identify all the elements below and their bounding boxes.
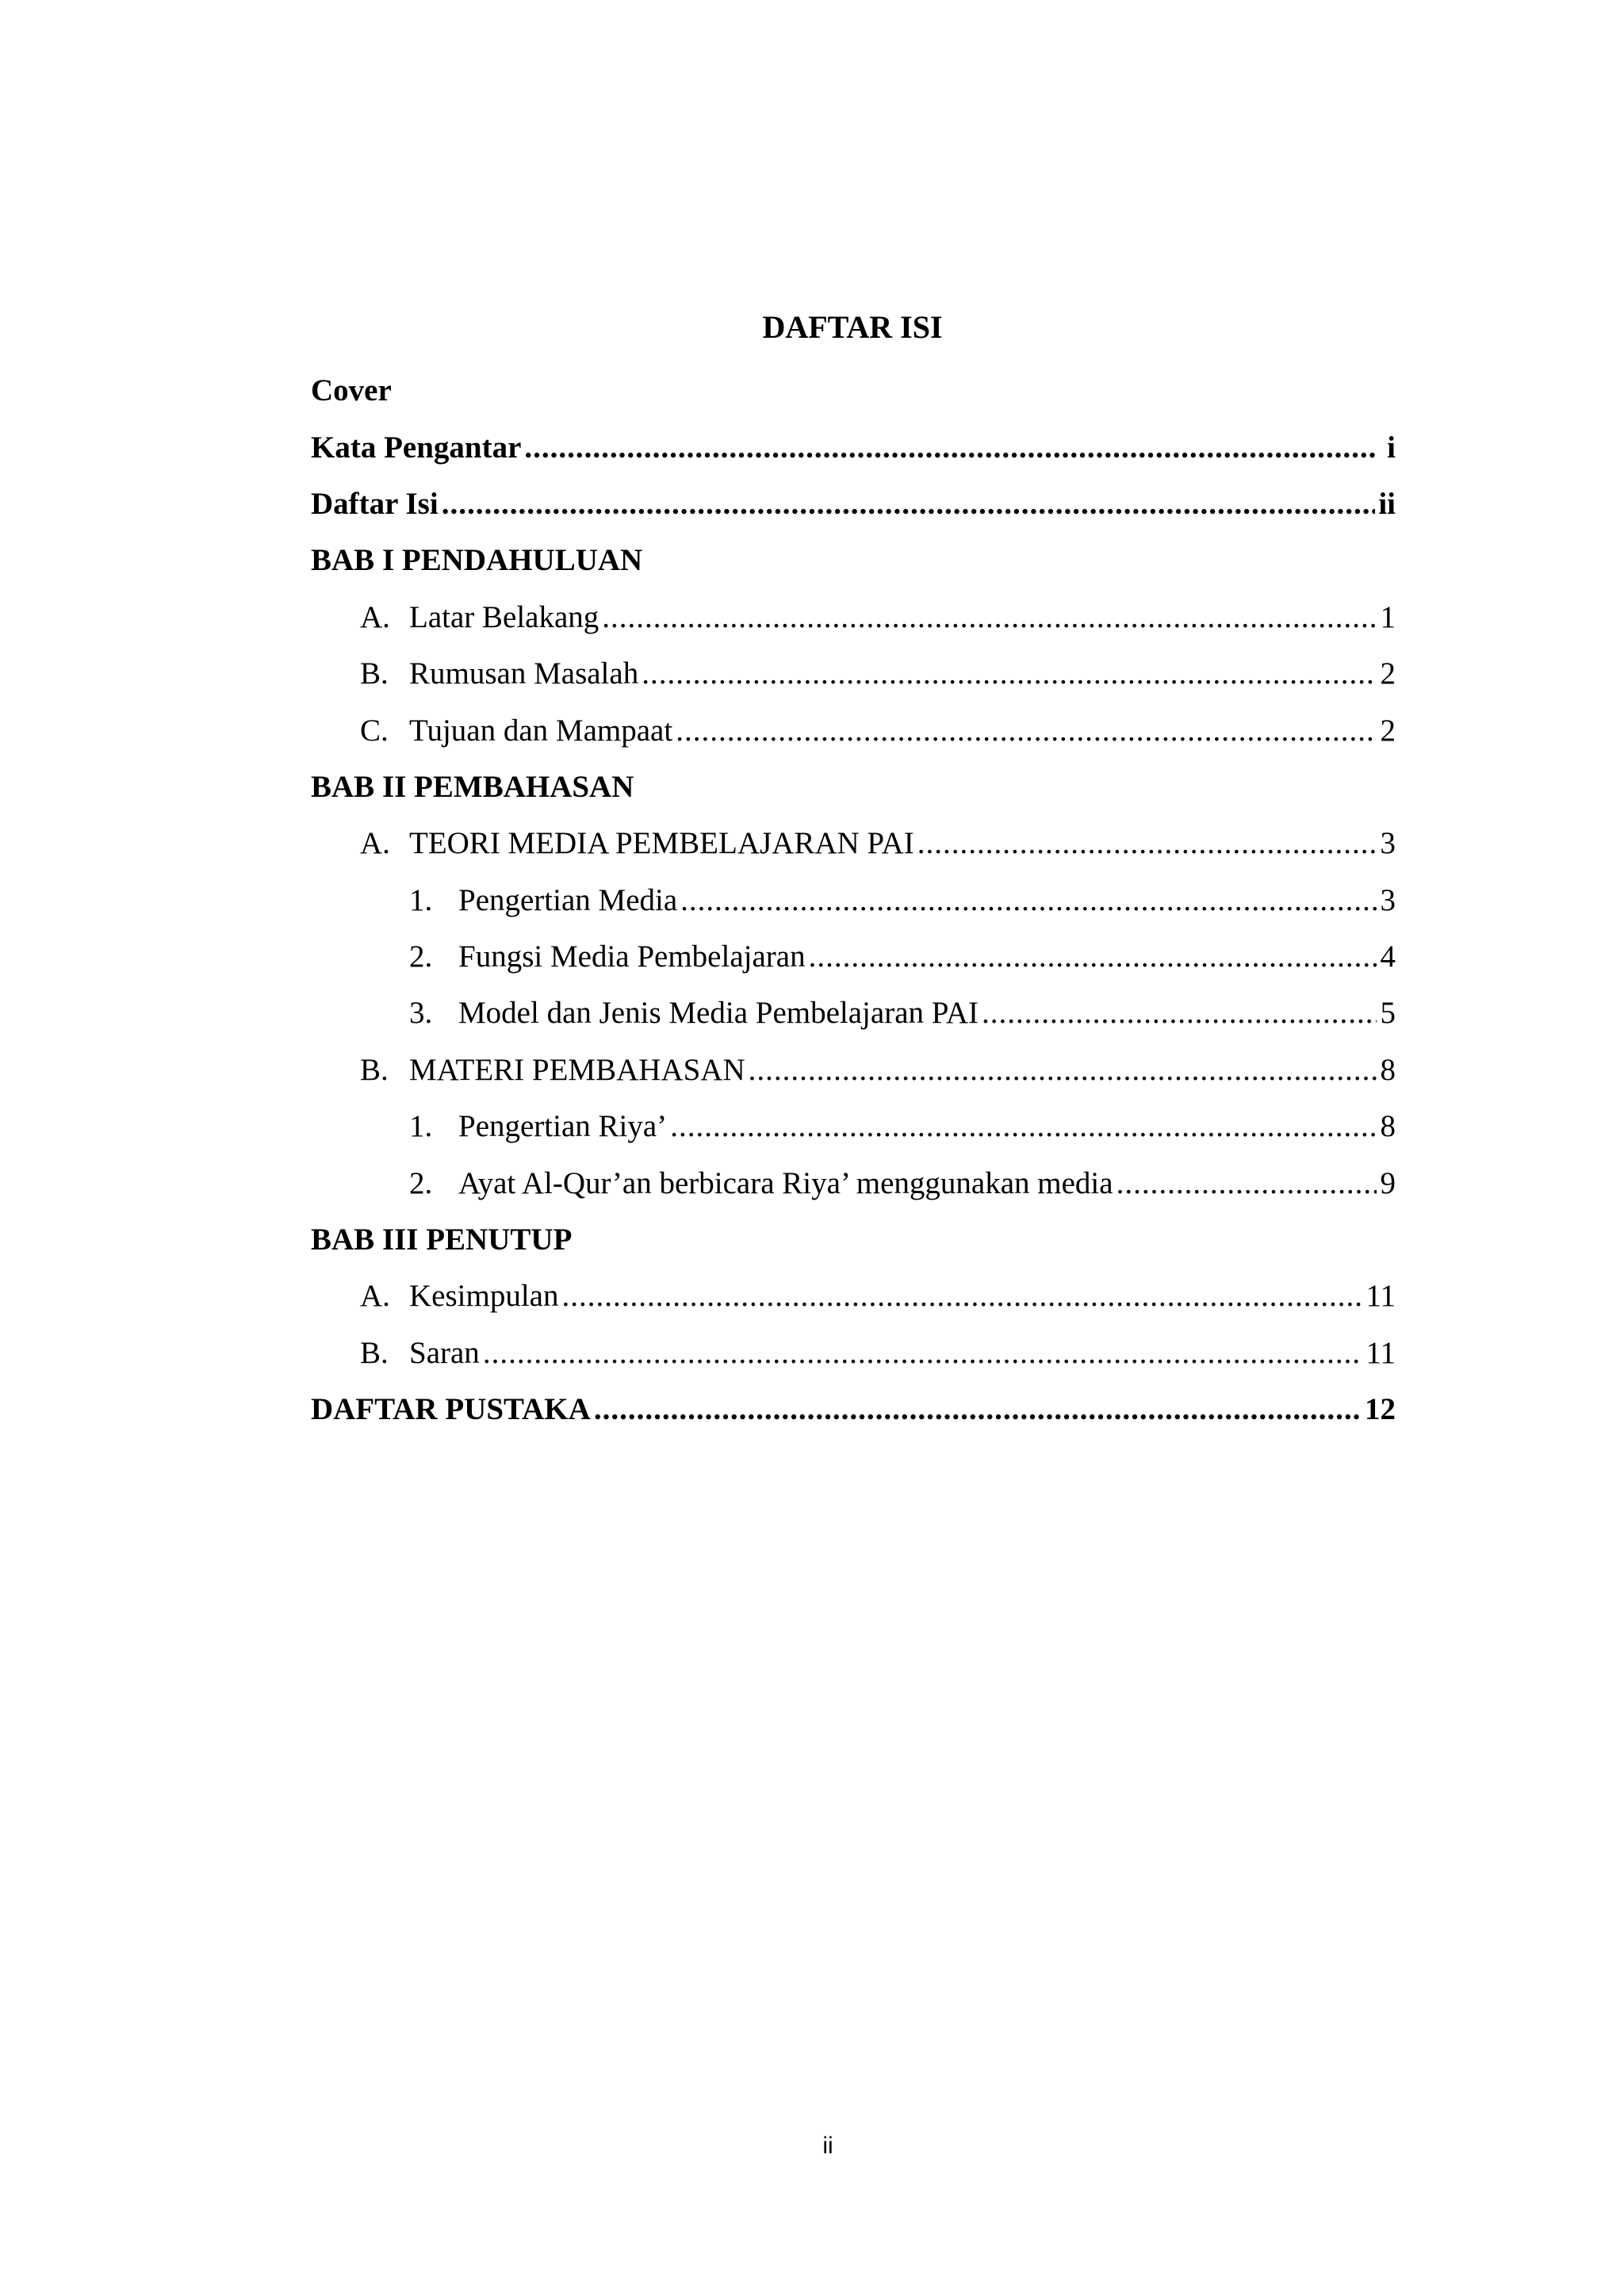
toc-entry-page-number: 1	[1380, 599, 1396, 634]
toc-entry	[311, 362, 1396, 419]
toc-entry-marker: C.	[360, 713, 389, 748]
toc-entry-label: Ayat Al-Qur’an berbicara Riya’ menggunakan media	[458, 1165, 1113, 1200]
toc-dot-leader	[442, 486, 1376, 522]
toc-entry-page-number: 2	[1380, 656, 1396, 691]
toc-dot-leader	[602, 599, 1377, 635]
toc-entry-page-number: 9	[1380, 1165, 1396, 1200]
toc-dot-leader	[809, 939, 1377, 974]
page-number-footer: ii	[822, 2133, 833, 2159]
toc-entry-label: TEORI MEDIA PEMBELAJARAN PAI	[409, 826, 914, 861]
toc-entry-page-number: 8	[1380, 1109, 1396, 1144]
toc-entry	[311, 532, 1396, 588]
toc-dot-leader	[524, 430, 1377, 465]
toc-entry-marker: 2.	[409, 939, 433, 974]
page-title: DAFTAR ISI	[762, 309, 943, 345]
toc-entry-marker: B.	[360, 1335, 389, 1370]
toc-entry	[311, 702, 1396, 758]
toc-entry-page-number: 4	[1380, 939, 1396, 974]
toc-dot-leader	[642, 656, 1377, 691]
toc-entry-page-number: ii	[1378, 486, 1396, 521]
toc-dot-leader	[749, 1052, 1377, 1088]
toc-dot-leader	[561, 1278, 1362, 1314]
toc-entry-label: Kesimpulan	[409, 1279, 559, 1314]
toc-entry-label: Cover	[311, 373, 392, 408]
toc-entry-marker: 3.	[409, 996, 433, 1031]
toc-entry-label: Saran	[409, 1335, 480, 1370]
toc-entry-marker: 2.	[409, 1165, 433, 1200]
toc-entry	[311, 1268, 1396, 1324]
toc-entry-marker: A.	[360, 826, 390, 861]
toc-entry-label: Kata Pengantar	[311, 430, 522, 465]
toc-entry	[311, 645, 1396, 702]
toc-dot-leader	[676, 713, 1377, 748]
toc-entry	[311, 985, 1396, 1041]
toc-entry-label: MATERI PEMBAHASAN	[409, 1052, 745, 1087]
toc-dot-leader	[594, 1391, 1362, 1427]
toc-entry	[311, 419, 1396, 475]
toc-entry-marker: B.	[360, 656, 389, 691]
toc-entry-marker: A.	[360, 1279, 390, 1314]
toc-entry-label: Pengertian Riya’	[458, 1109, 668, 1144]
toc-entry	[311, 1211, 1396, 1268]
toc-entry-page-number: 11	[1365, 1279, 1396, 1314]
toc-dot-leader	[917, 825, 1377, 861]
toc-entry	[311, 759, 1396, 815]
toc-dot-leader	[680, 882, 1377, 918]
toc-entry	[311, 928, 1396, 985]
toc-entry-label: BAB I PENDAHULUAN	[311, 543, 643, 578]
toc-entry-page-number: 2	[1380, 713, 1396, 748]
toc-entry-label: Model dan Jenis Media Pembelajaran PAI	[458, 996, 979, 1031]
toc-dot-leader	[483, 1335, 1363, 1371]
toc-entry-label: BAB III PENUTUP	[311, 1223, 573, 1257]
toc-entry	[311, 1381, 1396, 1437]
toc-entry	[311, 1098, 1396, 1154]
toc-entry	[311, 1325, 1396, 1381]
toc-dot-leader	[982, 995, 1377, 1031]
toc-entry-marker: A.	[360, 599, 390, 634]
toc-entry-label: Fungsi Media Pembelajaran	[458, 939, 806, 974]
toc-entry	[311, 1042, 1396, 1098]
toc-entry-marker: B.	[360, 1052, 389, 1087]
toc-entry-label: Pengertian Media	[458, 882, 678, 917]
toc-entry-label: Latar Belakang	[409, 599, 599, 634]
toc-entry-page-number: 12	[1365, 1392, 1396, 1427]
toc-entry-marker: 1.	[409, 1109, 433, 1144]
toc-entry	[311, 589, 1396, 645]
toc-entry-label: Tujuan dan Mampaat	[409, 713, 673, 748]
toc-entry-page-number: 8	[1380, 1052, 1396, 1087]
toc-entry-page-number: i	[1387, 430, 1396, 465]
toc-entry	[311, 815, 1396, 871]
toc-entry-label: DAFTAR PUSTAKA	[311, 1392, 591, 1427]
toc-entry	[311, 872, 1396, 928]
toc-dot-leader	[1116, 1165, 1377, 1201]
table-of-contents	[311, 362, 1396, 1437]
toc-dot-leader	[670, 1108, 1377, 1144]
toc-entry-label: Rumusan Masalah	[409, 656, 639, 691]
toc-entry-label: BAB II PEMBAHASAN	[311, 769, 634, 804]
toc-entry-page-number: 11	[1365, 1335, 1396, 1370]
toc-entry-marker: 1.	[409, 882, 433, 917]
toc-entry-page-number: 3	[1380, 882, 1396, 917]
toc-entry-label: Daftar Isi	[311, 486, 439, 521]
toc-entry	[311, 1154, 1396, 1211]
toc-entry-page-number: 3	[1380, 826, 1396, 861]
toc-entry-page-number: 5	[1380, 996, 1396, 1031]
toc-entry	[311, 476, 1396, 532]
